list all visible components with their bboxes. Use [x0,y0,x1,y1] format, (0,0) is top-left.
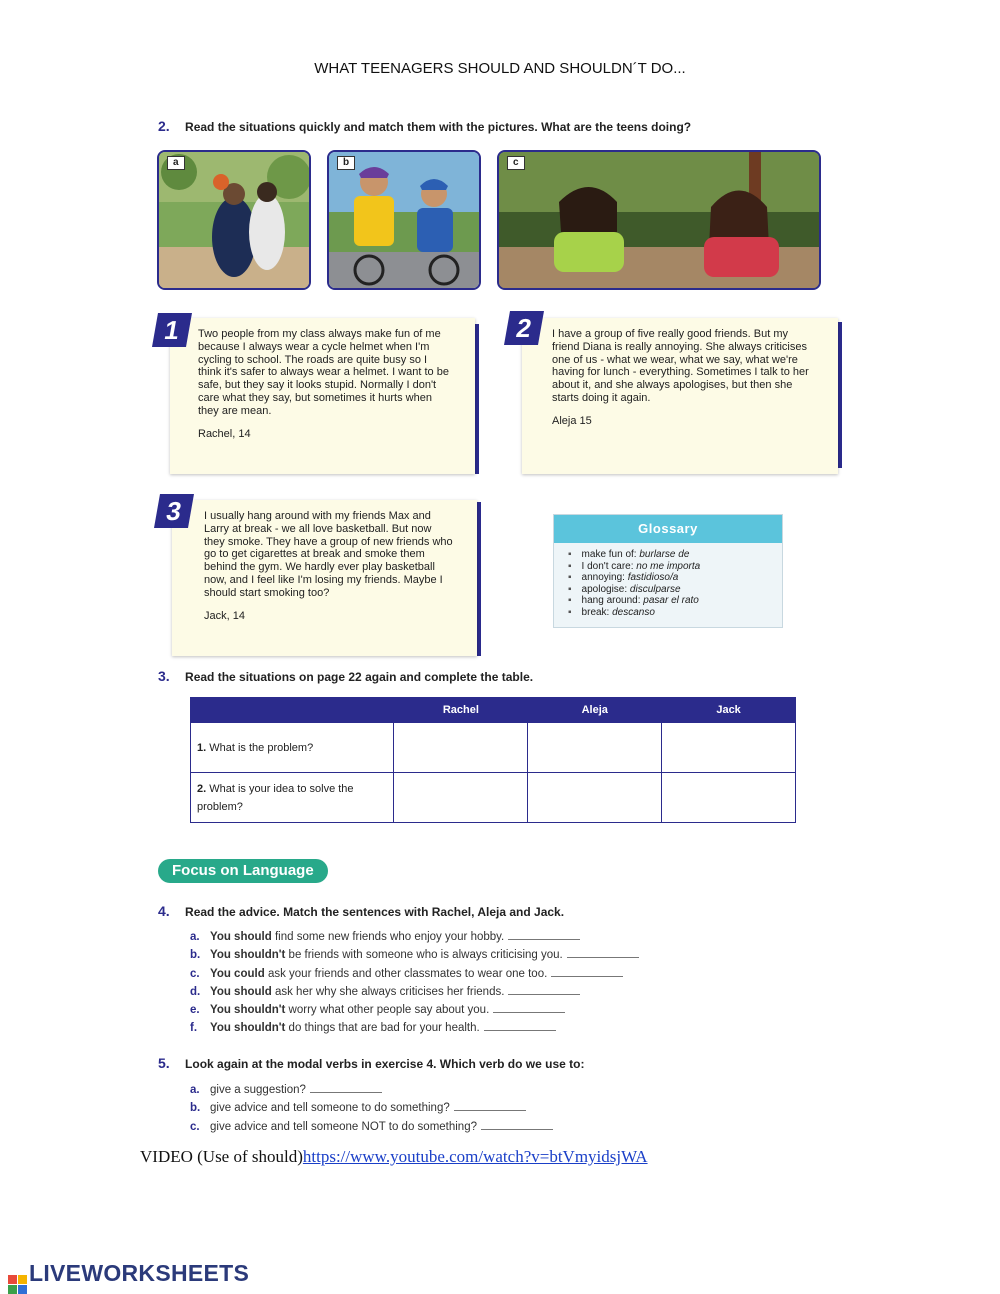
glossary-translation: no me importa [636,560,701,572]
exercise-number: 4. [158,903,170,919]
glossary-heading: Glossary [554,515,782,543]
video-link[interactable]: https://www.youtube.com/watch?v=btVmyidsjWA [302,1147,648,1166]
glossary-item [568,607,782,619]
answer-blank[interactable] [310,1082,382,1093]
focus-on-language-heading: Focus on Language [158,859,328,883]
photo-tag: b [337,156,355,170]
row-number: 2. [197,782,207,795]
instruction-text: Look again at the modal verbs in exercise 4. Which verb do we use to: [185,1057,585,1071]
list-item [190,1118,553,1136]
exercise-4-instruction [158,903,564,919]
answer-blank[interactable] [484,1020,556,1031]
situation-card-1 [170,318,475,474]
row-question [191,723,394,773]
glossary-term: make fun of: [581,549,637,560]
answer-cell-rachel[interactable] [394,723,528,773]
item-text: give a suggestion? [210,1084,306,1096]
answer-cell-aleja[interactable] [528,773,662,823]
table-row [191,723,796,773]
note-edge [477,502,481,656]
situation-text: Two people from my class always make fun of me because I always wear a cycle helmet when I'm cycling to school. The roads are quite busy so I think it's safer to always wear a helmet. I want to be safe, but they say it looks stupid. Normally I don't care what they say, but sometimes it hurts when they are mean. [198,328,449,417]
glossary-term: break: [581,606,610,618]
answer-blank[interactable] [454,1100,526,1111]
exercise-5-list [190,1081,553,1136]
glossary-translation: pasar el rato [643,595,699,607]
list-item [190,1081,553,1099]
logo-text: LIVEWORKSHEETS [29,1260,250,1286]
list-item [190,1001,639,1019]
glossary-item [568,561,782,573]
glossary-item [568,595,782,607]
table-header-empty [191,698,394,723]
answer-blank[interactable] [508,984,580,995]
row-question [191,773,394,823]
list-item [190,1019,639,1037]
list-item [190,983,639,1001]
table-header-rachel: Rachel [394,698,528,723]
photo-girls-talking [497,150,821,290]
item-modal: You shouldn't [210,949,286,962]
answer-cell-jack[interactable] [662,773,796,823]
item-text: find some new friends who enjoy your hobby. [274,931,505,943]
item-modal: You shouldn't [210,1004,286,1017]
answer-cell-rachel[interactable] [394,773,528,823]
item-text: worry what other people say about you. [288,1004,490,1017]
row-number: 1. [197,741,207,754]
answer-blank[interactable] [508,929,580,940]
video-label: VIDEO (Use of should) [140,1147,303,1166]
instruction-text: Read the situations quickly and match them with the pictures. What are the teens doing? [185,120,692,134]
video-line [140,1147,648,1167]
situation-card-3 [172,500,477,656]
photo-basketball [157,150,311,290]
glossary-translation: descanso [612,606,655,618]
glossary-translation: fastidioso/a [627,572,679,584]
instruction-text: Read the advice. Match the sentences with Rachel, Aleja and Jack. [185,905,565,919]
item-letter: e. [190,1004,200,1017]
list-item [190,1099,553,1117]
answer-blank[interactable] [551,966,623,977]
item-letter: a. [190,931,200,943]
photo-tag: c [507,156,525,170]
situation-number-badge: 3 [154,494,194,528]
item-text: ask her why she always criticises her friends. [274,985,505,998]
glossary-translation: burlarse de [639,549,690,560]
row-label: What is the problem? [209,741,314,754]
glossary-item [568,572,782,584]
exercise-number: 3. [158,668,170,684]
cycling-picture [329,152,479,288]
table-header-aleja: Aleja [528,698,662,723]
exercise-4-list [190,928,639,1038]
item-modal: You should [210,985,272,998]
situation-card-2 [522,318,838,474]
answer-blank[interactable] [481,1119,553,1130]
note-edge [475,324,479,474]
instruction-text: Read the situations on page 22 again and complete the table. [185,670,534,684]
liveworksheets-logo [8,1260,249,1294]
glossary-item [568,549,782,561]
situation-signature: Aleja 15 [552,414,592,427]
item-letter: f. [190,1022,198,1035]
exercise-number: 2. [158,118,170,134]
answer-cell-aleja[interactable] [528,723,662,773]
answer-blank[interactable] [567,947,639,958]
item-letter: a. [190,1084,200,1096]
list-item [190,946,639,964]
item-modal: You should [210,931,272,943]
glossary-term: annoying: [581,572,625,584]
basketball-picture [159,152,309,288]
glossary-translation: disculparse [629,583,681,595]
item-letter: b. [190,1102,201,1115]
item-modal: You could [210,967,265,980]
item-letter: c. [190,967,200,980]
item-letter: c. [190,1120,200,1133]
item-letter: b. [190,949,201,962]
list-item [190,928,639,946]
situation-number-badge: 1 [152,313,192,347]
exercise-5-instruction [158,1055,584,1071]
glossary-term: hang around: [581,595,641,607]
glossary-term: I don't care: [581,560,634,572]
item-letter: d. [190,985,201,998]
exercise-2-instruction [158,118,691,134]
table-header-row [191,698,796,723]
situation-signature: Jack, 14 [204,609,245,622]
situation-text: I usually hang around with my friends Max and Larry at break - we all love basketball. But now they smoke. They have a group of new friends who go to get cigarettes at break and smoke them behind the gym. We hardly ever play basketball now, and I feel like I'm losing my friends. Maybe I should start smoking too? [204,510,453,599]
glossary-list [554,549,782,619]
list-item [190,965,639,983]
situation-signature: Rachel, 14 [198,427,251,440]
row-label: What is your idea to solve the problem? [197,782,354,813]
answer-cell-jack[interactable] [662,723,796,773]
exercise-number: 5. [158,1055,170,1071]
item-modal: You shouldn't [210,1022,286,1035]
item-text: give advice and tell someone to do something? [210,1102,450,1115]
glossary-item [568,584,782,596]
photo-cycling [327,150,481,290]
logo-icon [8,1275,27,1294]
glossary-term: apologise: [581,583,628,595]
item-text: ask your friends and other classmates to wear one too. [267,967,548,980]
item-text: give advice and tell someone NOT to do something? [210,1120,477,1133]
item-text: be friends with someone who is always criticising you. [288,949,563,962]
page-title: WHAT TEENAGERS SHOULD AND SHOULDN´T DO... [314,60,686,77]
answer-blank[interactable] [493,1002,565,1013]
girls-talking-picture [499,152,819,288]
note-edge [838,322,842,468]
table-row [191,773,796,823]
situation-number-badge: 2 [504,311,544,345]
photo-tag: a [167,156,185,170]
situation-text: I have a group of five really good friends. But my friend Diana is really annoying. She always criticises one of us - what we wear, what we say, what we're having for lunch - everything. Sometimes I talk to her about it, and she always apologises, but then she starts doing it again. [552,328,809,404]
exercise-3-instruction [158,668,533,684]
glossary-box [553,514,783,628]
table-header-jack: Jack [662,698,796,723]
item-text: do things that are bad for your health. [288,1022,480,1035]
answer-table [190,697,796,823]
